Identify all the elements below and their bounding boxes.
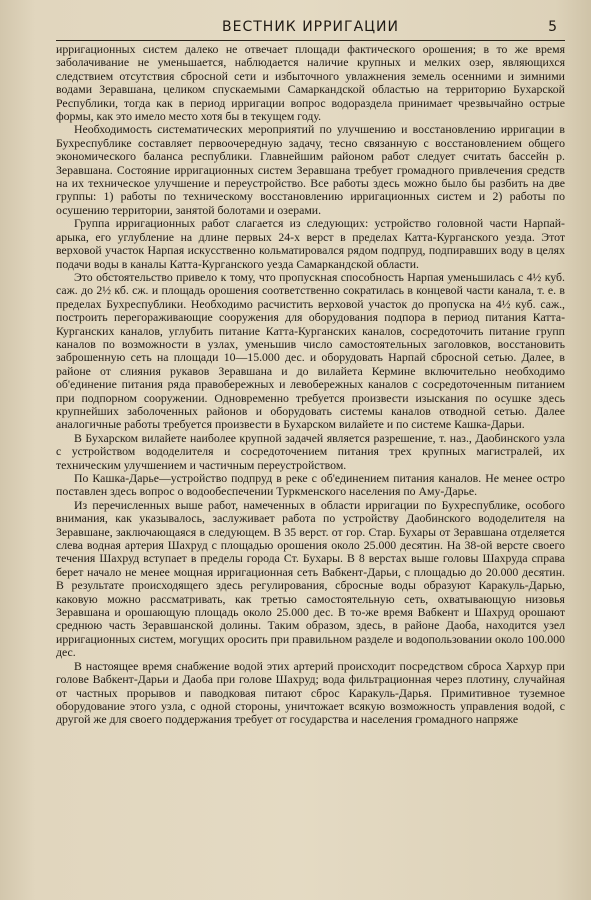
paragraph: Необходимость систематических мероприятий по улучшению и восстановлению ирригации в Бухреспублике составляет первоочередную задачу, тесно связанную с восстановлением общего экономического баланса республики. Главнейшим районом работ следует считать бассейн р. Зеравшана. Состояние ирригационных систем Зеравшана требует громадного привлечения средств на их техническое улучшение и переустройство. Все работы здесь можно было бы разбить на две группы: 1) работы по техническому восстановлению ирригационных систем и 2) работы по осушению территории, занятой болотами и озерами. [56,122,565,217]
article-body [56,43,565,727]
paragraph: По Кашка-Дарье—устройство подпруд в реке с об'единением питания каналов. Не менее остро поставлен здесь вопрос о водообеспечении Туркменского населения по Аму-Дарье. [56,471,565,499]
running-header [56,14,565,41]
page-number: 5 [548,19,557,35]
paragraph: В Бухарском вилайете наиболее крупной задачей является разрешение, т. наз., Даобинского узла с устройством вододелителя и сосредоточением питания трех крупных магистралей, их техническим улучшением и частичным переустройством. [56,430,565,472]
paragraph: Из перечисленных выше работ, намеченных в области ирригации по Бухреспублике, особого внимания, как указывалось, заслуживает работа по устройству Даобинского вододелителя на Зеравшане, заключающаяся в следующем. В 35 верст. от гор. Стар. Бухары от Зеравшана отделяется слева водная артерия Шахруд с площадью орошения около 25.000 десятин. На 38-ой версте своего течения Шахруд вступает в пределы города Ст. Бухары. В 8 верстах выше головы Шахруда справа берет начало не менее мощная ирригационная сеть Вабкент-Дарьи, с площадью до 20.000 десятин. В результате происходящего здесь регулирования, сбросные воды образуют Каракуль-Дарью, каковую можно рассматривать, как третью самостоятельную сеть, охватывающую низовья Зеравшана и орошающую площадь около 25.000 дес. В то-же время Вабкент и Шахруд орошают среднюю часть Зеравшанской долины. Таким образом, здесь, в районе Даоба, находится узел ирригационных систем, могущих оросить при правильном разделе и водопользовании около 100.000 дес. [56,497,565,660]
paragraph: Группа ирригационных работ слагается из следующих: устройство головной части Нарпай-арыка, его углубление на длине первых 24-х верст в пределах Катта-Курганского уезда. Этот верховой участок Нарпая искусственно кольматировался рядом подпруд, подпиравших воду в целях подачи воды в каналы Катта-Курганского уезда Самаркандской области. [56,216,565,271]
paragraph: Это обстоятельство привело к тому, что пропускная способность Нарпая уменьшилась с 4½ куб. саж. до 2½ кб. сж. и площадь орошения соответственно сократилась в концевой части канала, т. е. в пределах Бухреспублики. Необходимо расчистить верховой участок до пропуска на 4½ куб. саж., построить перегораживающие сооружения для оборудования подпора в период питания Катта-Курганских каналов, углубить питание Катта-Курганских каналов, сосредоточить питание групп каналов по возможности в узлах, уменьшив число самостоятельных заголовков, восстановить заброшенную сеть на площади 10—15.000 дес. и оборудовать Нарпай сбросной сетью. Далее, в районе от слияния рукавов Зеравшана и до вилайета Кермине включительно необходимо об'единение питания ряда правобережных и левобережных каналов с сосредоточенным питанием при подпорном сооружении. Одновременно требуется произвести изыскания по осушке здесь крупнейших заболоченных районов и оборудовать системы каналов отводной сетью. Далее аналогичные работы требуется произвести в Бухарском вилайете и по системе Кашка-Дарьи. [56,269,565,432]
paragraph: В настоящее время снабжение водой этих артерий происходит посредством сброса Хархур при голове Вабкент-Дарьи и Даоба при голове Шахруд; вода фильтрационная через плотину, случайная от частных прорывов и паводковая питают сброс Каракуль-Дарья. Примитивное туземное оборудование этого узла, с одной стороны, уничтожает всякую возможность управления водой, с другой же для своего поддержания требует от государства и населения громадного напряже [56,658,565,727]
paragraph: ирригационных систем далеко не отвечает площади фактического орошения; в то же время заболачивание не уменьшается, наблюдается наличие крупных и мелких озер, являющихся следствием отсутствия сбросной сети и избыточного увлажнения земель осенними и зимними водами Зеравшана, целиком спускаемыми Самаркандской областью на территорию Бухарской Республики, тогда как в период ирригации вопрос водораздела принимает чрезвычайно острые формы, как это имело место хотя бы в текущем году. [56,42,565,124]
journal-title: ВЕСТНИК ИРРИГАЦИИ [222,19,399,35]
